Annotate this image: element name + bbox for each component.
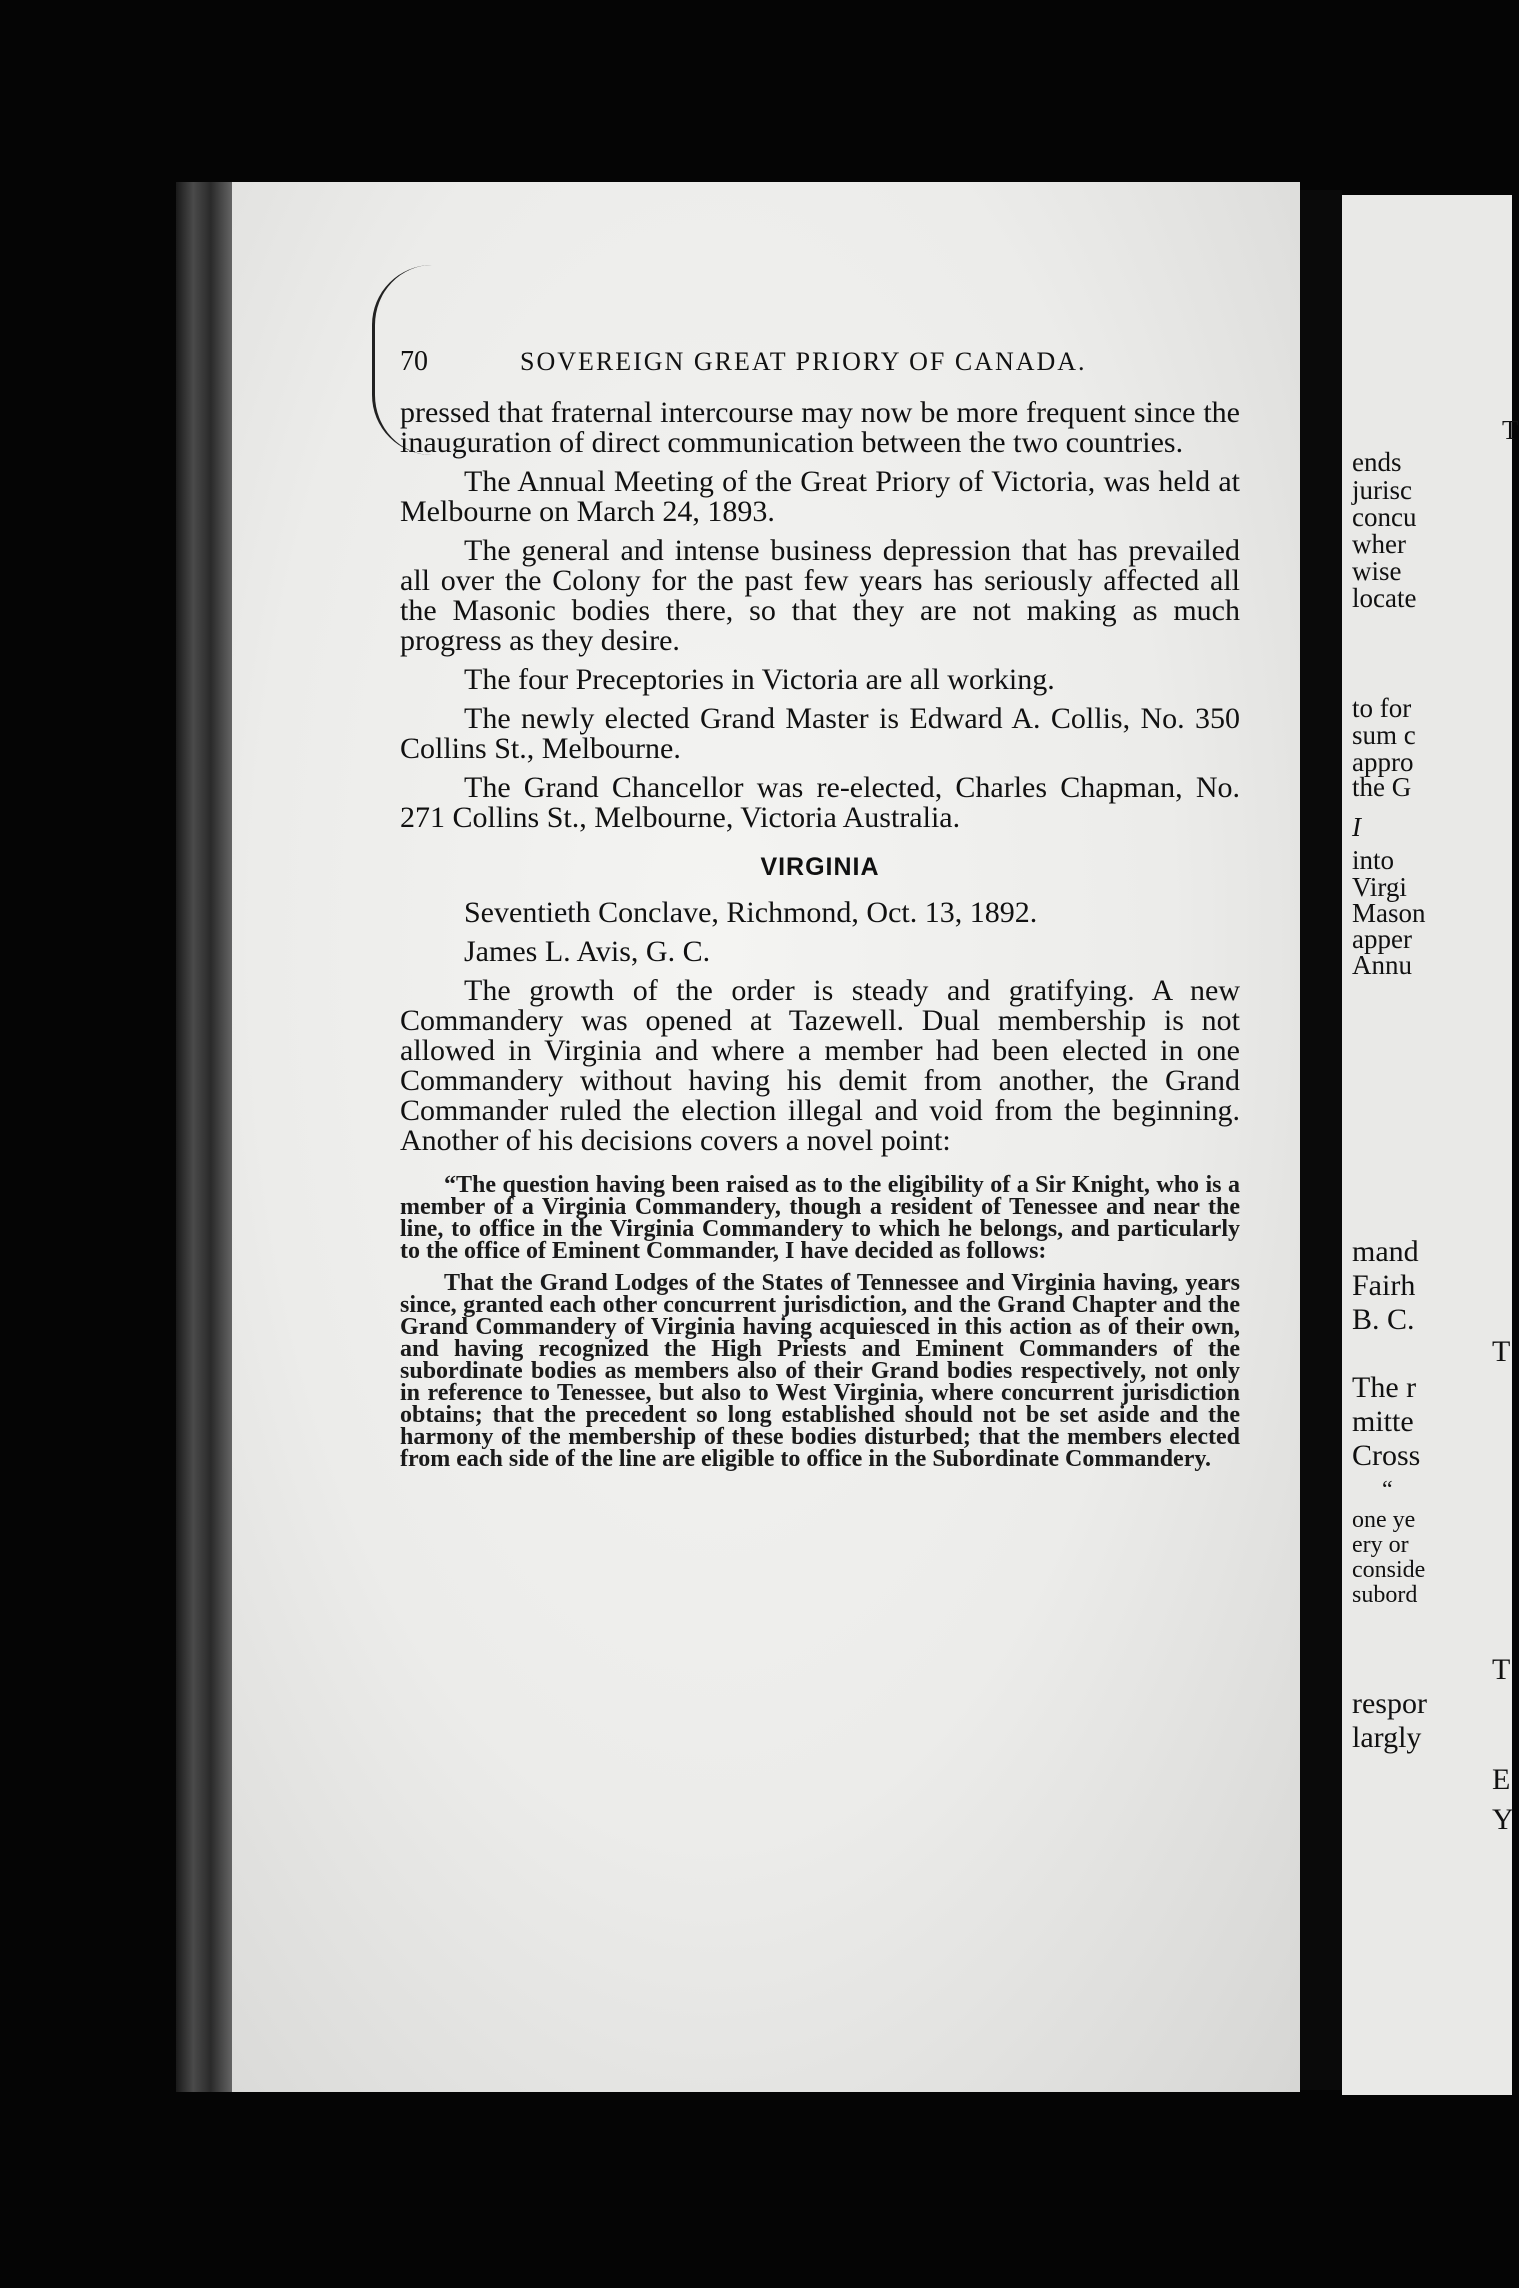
right-fragment: mitte — [1352, 1405, 1414, 1438]
paragraph: The Grand Chancellor was re-elected, Charles Chapman, No. 271 Collins St., Melbourne, Victoria Australia. — [400, 771, 1240, 834]
right-fragment: “ — [1382, 1477, 1393, 1503]
right-fragment: ends — [1352, 447, 1402, 477]
right-fragment: wise — [1352, 556, 1402, 586]
right-fragment: Virgi — [1352, 872, 1407, 902]
right-fragment: mand — [1352, 1235, 1419, 1268]
right-fragment: I — [1352, 812, 1361, 842]
book-spine — [176, 182, 234, 2092]
right-fragment: Y — [1492, 1803, 1514, 1836]
right-page-edge — [1342, 195, 1519, 2095]
right-fragment: Fairh — [1352, 1269, 1416, 1302]
quoted-decision: “The question having been raised as to the eligibility of a Sir Knight, who is a member of a Virginia Commandery, though a resident of Tenessee and near the line, to office in the Virginia Commandery to which he belongs, and particularly to the office of Eminent Commander, I have decided as follows: — [400, 1172, 1240, 1264]
page-gutter — [1300, 190, 1342, 2090]
paragraph: The four Preceptories in Victoria are all working. — [464, 663, 1055, 696]
paragraph: pressed that fraternal intercourse may now be more frequent since the inauguration of direct communication between the two countries. — [400, 396, 1240, 459]
right-fragment: one ye — [1352, 1507, 1416, 1533]
page-number: 70 — [400, 346, 428, 377]
right-fragment: respor — [1352, 1687, 1427, 1720]
paragraph: The growth of the order is steady and gratifying. A new Commandery was opened at Tazewell. Dual membership is not allowed in Virginia and where a member had been elected in one Commandery without having his demit from another, the Grand Commander ruled the election illegal and void from the beginning. Another of his decisions covers a novel point: — [400, 974, 1240, 1157]
running-header — [400, 346, 1240, 378]
right-fragment: T — [1492, 1653, 1511, 1686]
right-fragment: concu — [1352, 502, 1417, 532]
page-body — [400, 398, 1240, 1470]
right-fragment: conside — [1352, 1557, 1426, 1583]
section-heading: VIRGINIA — [760, 853, 880, 881]
right-fragment: largly — [1352, 1721, 1422, 1754]
right-fragment: jurisc — [1352, 475, 1412, 505]
right-fragment: T — [1492, 1335, 1511, 1368]
conclave-line: Seventieth Conclave, Richmond, Oct. 13, 1892. — [464, 896, 1038, 929]
right-fragment: E — [1492, 1763, 1511, 1796]
right-fragment: T — [1502, 415, 1519, 445]
right-fragment: into — [1352, 845, 1395, 875]
right-fragment: to for — [1352, 693, 1412, 723]
running-title: SOVEREIGN GREAT PRIORY OF CANADA. — [520, 347, 1087, 376]
right-fragment: locate — [1352, 583, 1417, 613]
quoted-decision: That the Grand Lodges of the States of Tennessee and Virginia having, years since, granted each other concurrent jurisdiction, and the Grand Chapter and the Grand Commandery of Virginia having acquiesced in this action as of their own, and having recognized the High Priests and Eminent Commanders of the subordinate bodies as members also of their Grand bodies respectively, not only in reference to Tenessee, but also to West Virginia, where concurrent jurisdiction obtains; that the precedent so long established should not be set aside and the harmony of the membership of these bodies disturbed; that the members elected from each side of the line are eligible to office in the Subordinate Commandery. — [400, 1270, 1240, 1472]
right-fragment: the G — [1352, 772, 1412, 802]
right-fragment: appro — [1352, 747, 1414, 777]
right-fragment: Mason — [1352, 898, 1426, 928]
commander-line: James L. Avis, G. C. — [464, 935, 711, 968]
right-fragment: The r — [1352, 1371, 1417, 1404]
right-fragment: sum c — [1352, 720, 1416, 750]
right-fragment: ery or — [1352, 1532, 1409, 1558]
paragraph: The newly elected Grand Master is Edward A. Collis, No. 350 Collins St., Melbourne. — [400, 702, 1240, 765]
right-fragment: Annu — [1352, 950, 1412, 980]
right-fragment: subord — [1352, 1582, 1418, 1608]
paragraph: The general and intense business depression that has prevailed all over the Colony for the past few years has seriously affected all the Masonic bodies there, so that they are not making as much progress as they desire. — [400, 534, 1240, 657]
right-fragment: apper — [1352, 924, 1412, 954]
right-fragment: Cross — [1352, 1439, 1421, 1472]
right-fragment: wher — [1352, 529, 1406, 559]
right-fragment: B. C. — [1352, 1303, 1415, 1336]
paragraph: The Annual Meeting of the Great Priory of Victoria, was held at Melbourne on March 24, 1893. — [400, 465, 1240, 528]
